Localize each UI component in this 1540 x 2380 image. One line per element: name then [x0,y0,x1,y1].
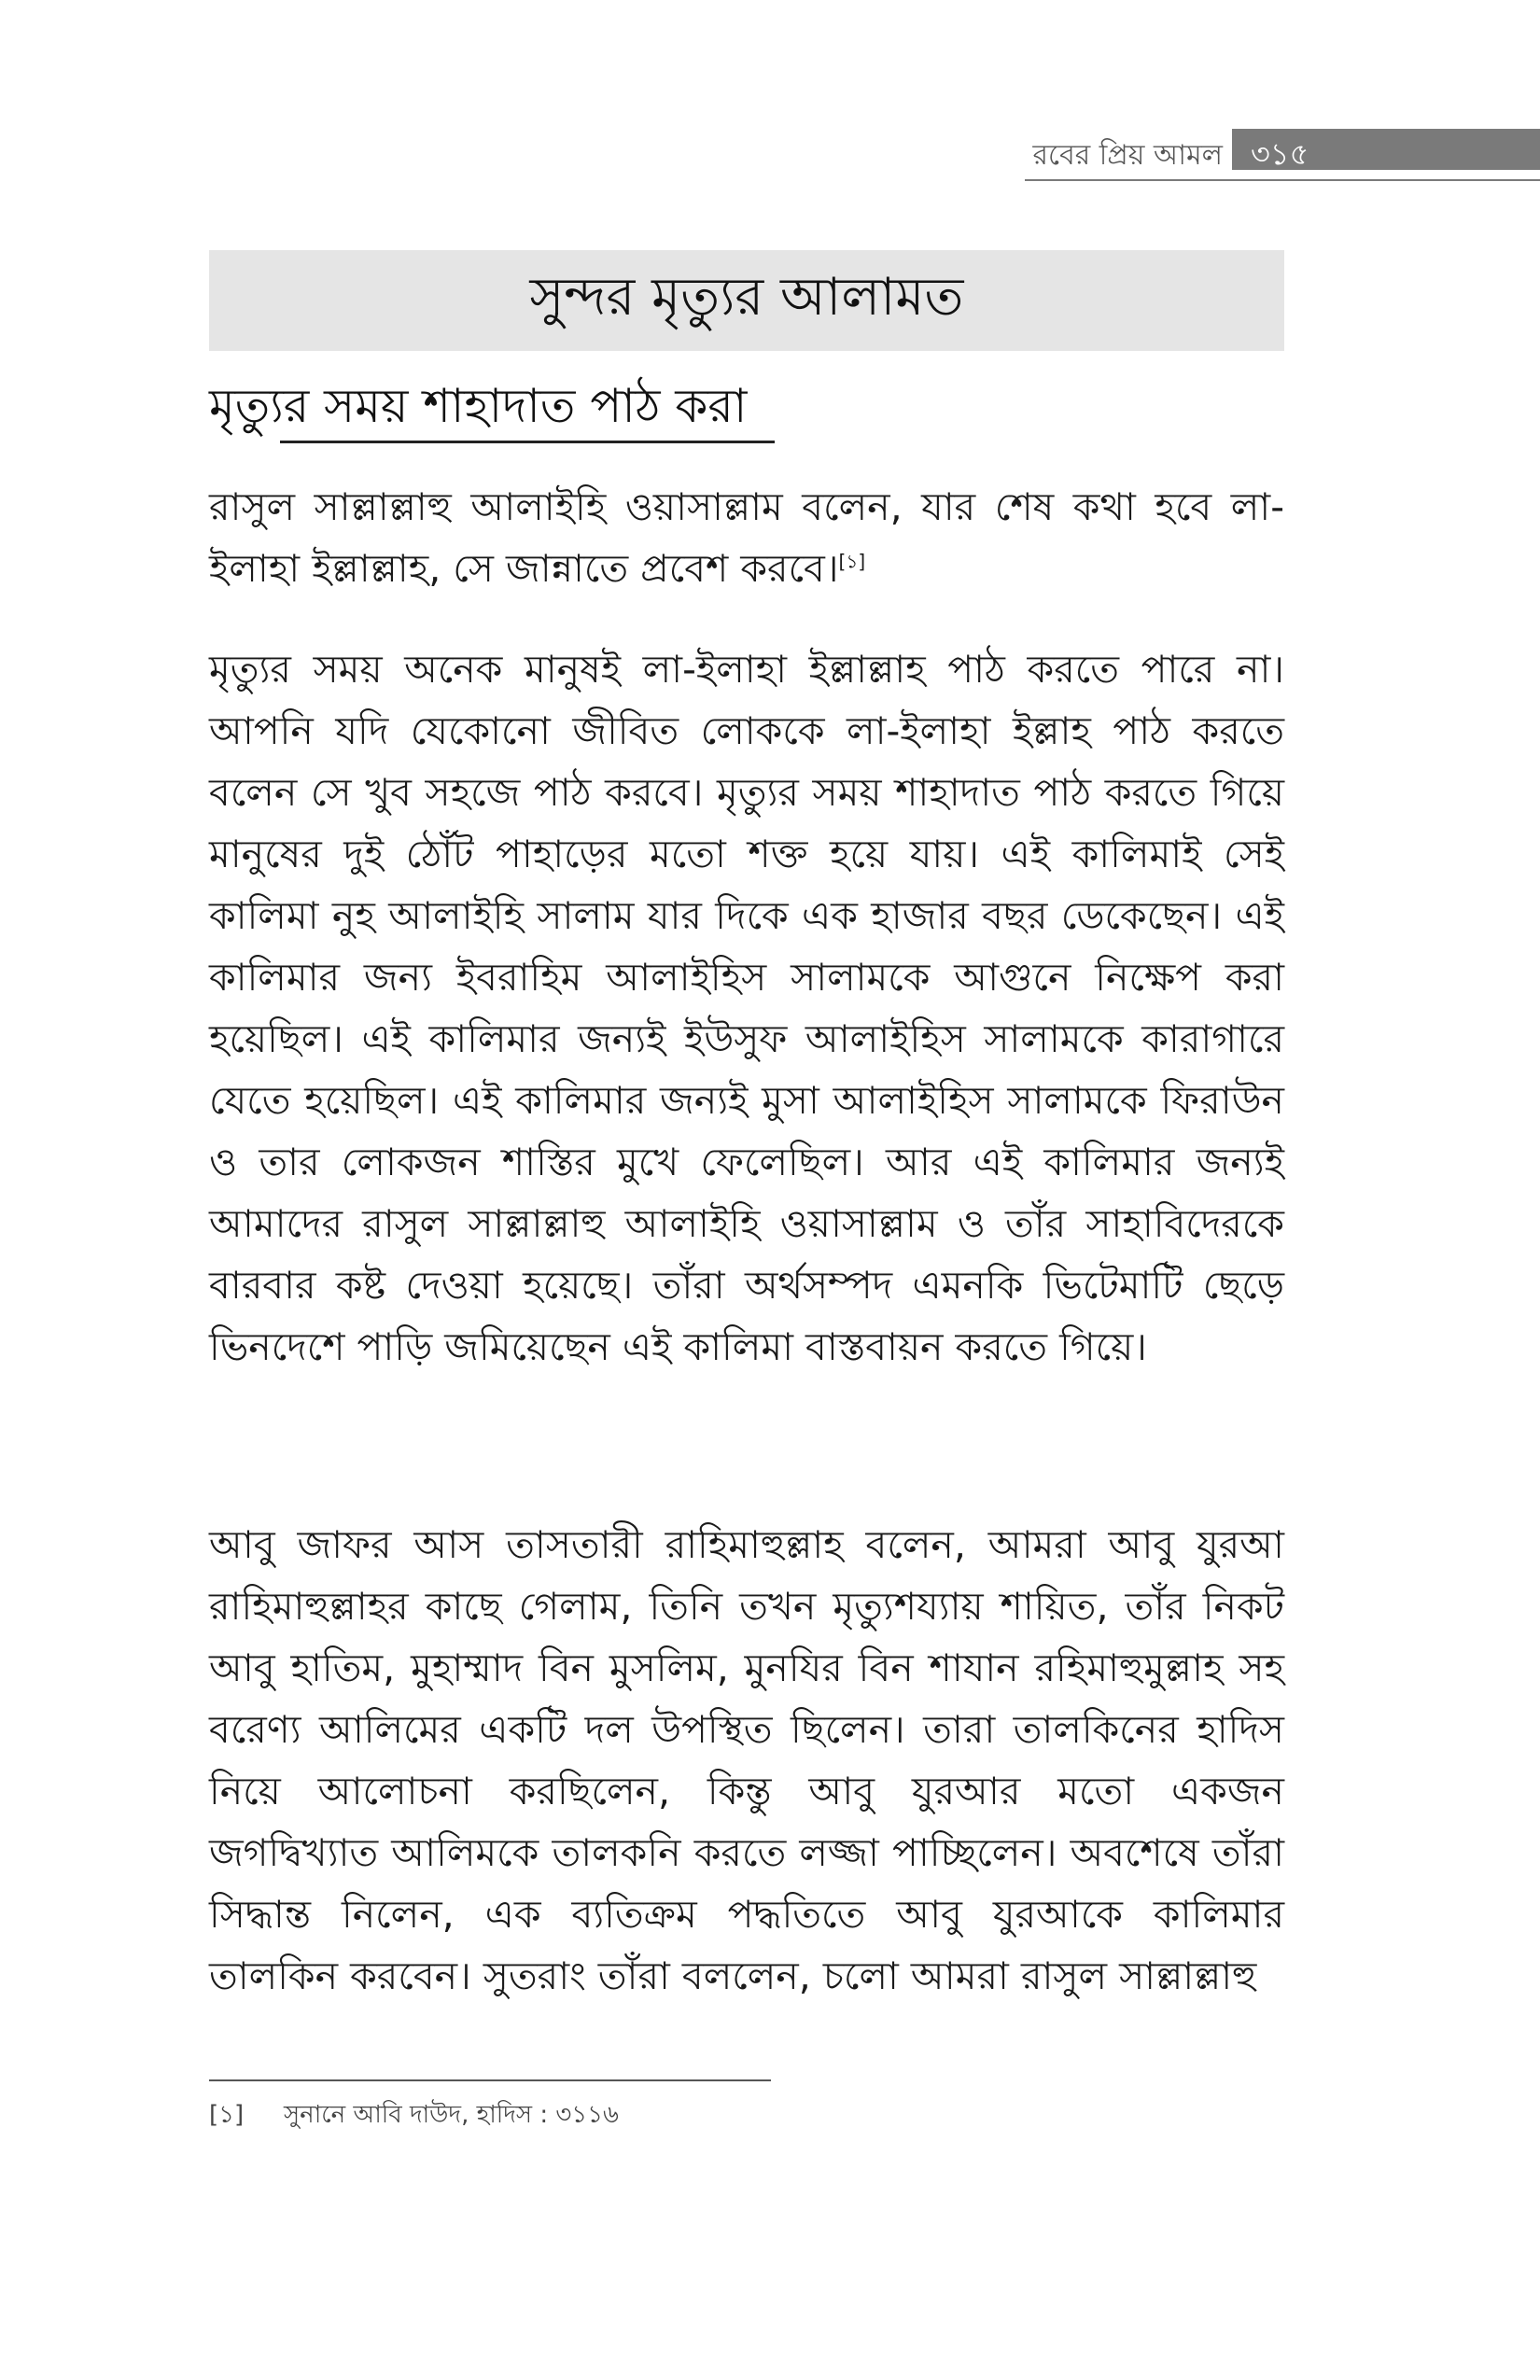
chapter-heading-box [209,250,1284,351]
paragraph-3: আবু জাফর আস তাসতারী রাহিমাহুল্লাহ বলেন, আমরা আবু যুরআ রাহিমাহুল্লাহর কাছে গেলাম, তিনি তখন মৃত্যুশয্যায় শায়িত, তাঁর নিকট আবু হাতিম, মুহাম্মাদ বিন মুসলিম, মুনযির বিন শাযান রহিমাহুমুল্লাহ সহ বরেণ্য আলিমের একটি দল উপস্থিত ছিলেন। তারা তালকিনের হাদিস নিয়ে আলোচনা করছিলেন, কিন্তু আবু যুরআর মতো একজন জগদ্বিখ্যাত আলিমকে তালকনি করতে লজ্জা পাচ্ছিলেন। অবশেষে তাঁরা সিদ্ধান্ত নিলেন, এক ব্যতিক্রম পদ্ধতিতে আবু যুরআকে কালিমার তালকিন করবেন। সুতরাং তাঁরা বললেন, চলো আমরা রাসুল সাল্লাল্লাহু [209,1522,1284,1998]
paragraph-1 [209,476,1284,599]
paragraph-2: মৃত্যুর সময় অনেক মানুষই লা-ইলাহা ইল্লাল্লাহ পাঠ করতে পারে না। আপনি যদি যেকোনো জীবিত লোককে লা-ইলাহা ইল্লাহ পাঠ করতে বলেন সে খুব সহজে পাঠ করবে। মৃত্যুর সময় শাহাদাত পাঠ করতে গিয়ে মানুষের দুই ঠোঁট পাহাড়ের মতো শক্ত হয়ে যায়। এই কালিমাই সেই কালিমা নুহ আলাইহি সালাম যার দিকে এক হাজার বছর ডেকেছেন। এই কালিমার জন্য ইবরাহিম আলাইহিস সালামকে আগুনে নিক্ষেপ করা হয়েছিল। এই কালিমার জন্যই ইউসুফ আলাইহিস সালামকে কারাগারে যেতে হয়েছিল। এই কালিমার জন্যই মুসা আলাইহিস সালামকে ফিরাউন ও তার লোকজন শাস্তির মুখে ফেলেছিল। আর এই কালিমার জন্যই আমাদের রাসুল সাল্লাল্লাহু আলাইহি ওয়াসাল্লাম ও তাঁর সাহাবিদেরকে বারবার কষ্ট দেওয়া হয়েছে। তাঁরা অর্থসম্পদ এমনকি ভিটেমাটি ছেড়ে ভিনদেশে পাড়ি জমিয়েছেন এই কালিমা বাস্তবায়ন করতে গিয়ে। [209,647,1284,1369]
running-header-title: রবের প্রিয় আমল [1032,139,1223,172]
section-underline [280,441,775,443]
header-divider [1025,179,1540,181]
footnote-reference[interactable]: [১] [838,550,866,573]
section-title: মৃত্যুর সময় শাহাদাত পাঠ করা [209,379,748,433]
page-number: ৩১৫ [1251,136,1309,172]
footnote [209,2095,619,2136]
footnote-number: [১] [209,2101,245,2129]
footnote-divider [209,2079,771,2081]
paragraph-1-text: রাসুল সাল্লাল্লাহু আলাইহি ওয়াসাল্লাম বলেন, যার শেষ কথা হবে লা-ইলাহা ইল্লাল্লাহ, সে জান্নাতে প্রবেশ করবে। [209,484,1284,591]
chapter-title: সুন্দর মৃত্যুর আলামত [529,267,964,328]
footnote-text: সুনানে আবি দাউদ, হাদিস : ৩১১৬ [284,2101,619,2129]
